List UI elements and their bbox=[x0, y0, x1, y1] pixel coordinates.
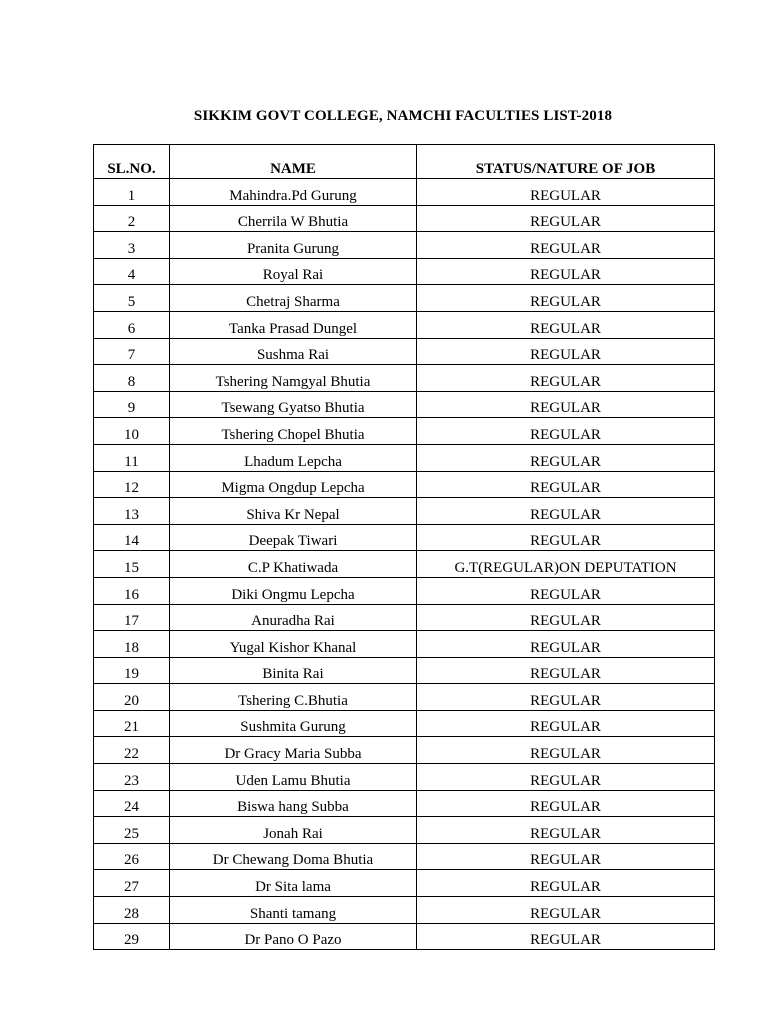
table-row bbox=[94, 205, 715, 232]
cell-sl-no: 9 bbox=[94, 391, 170, 418]
cell-sl-no: 5 bbox=[94, 285, 170, 312]
cell-name: Mahindra.Pd Gurung bbox=[170, 179, 417, 206]
cell-sl-no: 17 bbox=[94, 604, 170, 631]
cell-status: REGULAR bbox=[417, 311, 715, 338]
header-name: NAME bbox=[170, 145, 417, 179]
cell-status: REGULAR bbox=[417, 338, 715, 365]
cell-sl-no: 23 bbox=[94, 764, 170, 791]
cell-sl-no: 28 bbox=[94, 897, 170, 924]
table-row bbox=[94, 657, 715, 684]
cell-sl-no: 10 bbox=[94, 418, 170, 445]
table-row bbox=[94, 311, 715, 338]
cell-name: Tshering C.Bhutia bbox=[170, 684, 417, 711]
cell-name: Shiva Kr Nepal bbox=[170, 498, 417, 525]
cell-sl-no: 12 bbox=[94, 471, 170, 498]
cell-sl-no: 29 bbox=[94, 923, 170, 950]
cell-sl-no: 21 bbox=[94, 710, 170, 737]
table-row bbox=[94, 764, 715, 791]
cell-sl-no: 15 bbox=[94, 551, 170, 578]
cell-sl-no: 25 bbox=[94, 817, 170, 844]
cell-name: Diki Ongmu Lepcha bbox=[170, 577, 417, 604]
cell-name: Tshering Chopel Bhutia bbox=[170, 418, 417, 445]
cell-name: C.P Khatiwada bbox=[170, 551, 417, 578]
table-row bbox=[94, 338, 715, 365]
cell-name: Tanka Prasad Dungel bbox=[170, 311, 417, 338]
cell-sl-no: 3 bbox=[94, 232, 170, 259]
cell-sl-no: 26 bbox=[94, 843, 170, 870]
page-title: SIKKIM GOVT COLLEGE, NAMCHI FACULTIES LIST-2018 bbox=[193, 108, 613, 124]
cell-sl-no: 27 bbox=[94, 870, 170, 897]
cell-name: Yugal Kishor Khanal bbox=[170, 631, 417, 658]
cell-name: Royal Rai bbox=[170, 258, 417, 285]
cell-name: Biswa hang Subba bbox=[170, 790, 417, 817]
table-row bbox=[94, 258, 715, 285]
table-row bbox=[94, 870, 715, 897]
cell-name: Lhadum Lepcha bbox=[170, 444, 417, 471]
cell-sl-no: 16 bbox=[94, 577, 170, 604]
cell-name: Tshering Namgyal Bhutia bbox=[170, 365, 417, 392]
cell-status: REGULAR bbox=[417, 391, 715, 418]
header-sl-no: SL.NO. bbox=[94, 145, 170, 179]
table-header-row bbox=[94, 145, 715, 179]
table-body bbox=[94, 179, 715, 950]
table-row bbox=[94, 365, 715, 392]
cell-sl-no: 22 bbox=[94, 737, 170, 764]
table-row bbox=[94, 843, 715, 870]
cell-status: REGULAR bbox=[417, 179, 715, 206]
cell-status: REGULAR bbox=[417, 418, 715, 445]
cell-status: REGULAR bbox=[417, 897, 715, 924]
cell-name: Tsewang Gyatso Bhutia bbox=[170, 391, 417, 418]
table-row bbox=[94, 179, 715, 206]
cell-status: REGULAR bbox=[417, 631, 715, 658]
table-row bbox=[94, 817, 715, 844]
cell-name: Dr Gracy Maria Subba bbox=[170, 737, 417, 764]
cell-name: Sushma Rai bbox=[170, 338, 417, 365]
table-row bbox=[94, 285, 715, 312]
cell-name: Shanti tamang bbox=[170, 897, 417, 924]
cell-status: REGULAR bbox=[417, 577, 715, 604]
cell-sl-no: 19 bbox=[94, 657, 170, 684]
table-row bbox=[94, 684, 715, 711]
cell-name: Pranita Gurung bbox=[170, 232, 417, 259]
cell-sl-no: 13 bbox=[94, 498, 170, 525]
cell-status: REGULAR bbox=[417, 524, 715, 551]
cell-sl-no: 2 bbox=[94, 205, 170, 232]
cell-status: REGULAR bbox=[417, 498, 715, 525]
cell-sl-no: 6 bbox=[94, 311, 170, 338]
table-row bbox=[94, 923, 715, 950]
cell-status: REGULAR bbox=[417, 710, 715, 737]
cell-name: Deepak Tiwari bbox=[170, 524, 417, 551]
table-row bbox=[94, 737, 715, 764]
cell-status: REGULAR bbox=[417, 285, 715, 312]
cell-status: REGULAR bbox=[417, 657, 715, 684]
cell-sl-no: 1 bbox=[94, 179, 170, 206]
cell-name: Dr Pano O Pazo bbox=[170, 923, 417, 950]
cell-status: REGULAR bbox=[417, 923, 715, 950]
table-row bbox=[94, 577, 715, 604]
cell-sl-no: 11 bbox=[94, 444, 170, 471]
cell-status: REGULAR bbox=[417, 205, 715, 232]
table-row bbox=[94, 232, 715, 259]
cell-sl-no: 24 bbox=[94, 790, 170, 817]
cell-sl-no: 18 bbox=[94, 631, 170, 658]
table-row bbox=[94, 604, 715, 631]
faculty-table bbox=[93, 144, 715, 950]
cell-status: REGULAR bbox=[417, 764, 715, 791]
cell-status: REGULAR bbox=[417, 444, 715, 471]
table-row bbox=[94, 790, 715, 817]
cell-status: REGULAR bbox=[417, 604, 715, 631]
table-row bbox=[94, 444, 715, 471]
table-row bbox=[94, 391, 715, 418]
cell-name: Dr Chewang Doma Bhutia bbox=[170, 843, 417, 870]
cell-status: REGULAR bbox=[417, 817, 715, 844]
cell-name: Anuradha Rai bbox=[170, 604, 417, 631]
table-row bbox=[94, 471, 715, 498]
cell-status: REGULAR bbox=[417, 870, 715, 897]
cell-name: Dr Sita lama bbox=[170, 870, 417, 897]
cell-status: REGULAR bbox=[417, 232, 715, 259]
table-row bbox=[94, 551, 715, 578]
cell-sl-no: 8 bbox=[94, 365, 170, 392]
cell-sl-no: 4 bbox=[94, 258, 170, 285]
cell-sl-no: 7 bbox=[94, 338, 170, 365]
table-row bbox=[94, 524, 715, 551]
cell-name: Uden Lamu Bhutia bbox=[170, 764, 417, 791]
table-row bbox=[94, 897, 715, 924]
cell-name: Binita Rai bbox=[170, 657, 417, 684]
cell-status: REGULAR bbox=[417, 365, 715, 392]
cell-sl-no: 20 bbox=[94, 684, 170, 711]
table-row bbox=[94, 710, 715, 737]
table-row bbox=[94, 631, 715, 658]
cell-status: REGULAR bbox=[417, 471, 715, 498]
table-row bbox=[94, 418, 715, 445]
cell-name: Cherrila W Bhutia bbox=[170, 205, 417, 232]
header-status: STATUS/NATURE OF JOB bbox=[417, 145, 715, 179]
table-row bbox=[94, 498, 715, 525]
cell-name: Migma Ongdup Lepcha bbox=[170, 471, 417, 498]
cell-status: G.T(REGULAR)ON DEPUTATION bbox=[417, 551, 715, 578]
cell-sl-no: 14 bbox=[94, 524, 170, 551]
cell-name: Chetraj Sharma bbox=[170, 285, 417, 312]
cell-status: REGULAR bbox=[417, 684, 715, 711]
faculty-table-container bbox=[93, 144, 715, 950]
cell-name: Jonah Rai bbox=[170, 817, 417, 844]
cell-status: REGULAR bbox=[417, 258, 715, 285]
cell-status: REGULAR bbox=[417, 737, 715, 764]
cell-name: Sushmita Gurung bbox=[170, 710, 417, 737]
cell-status: REGULAR bbox=[417, 843, 715, 870]
cell-status: REGULAR bbox=[417, 790, 715, 817]
